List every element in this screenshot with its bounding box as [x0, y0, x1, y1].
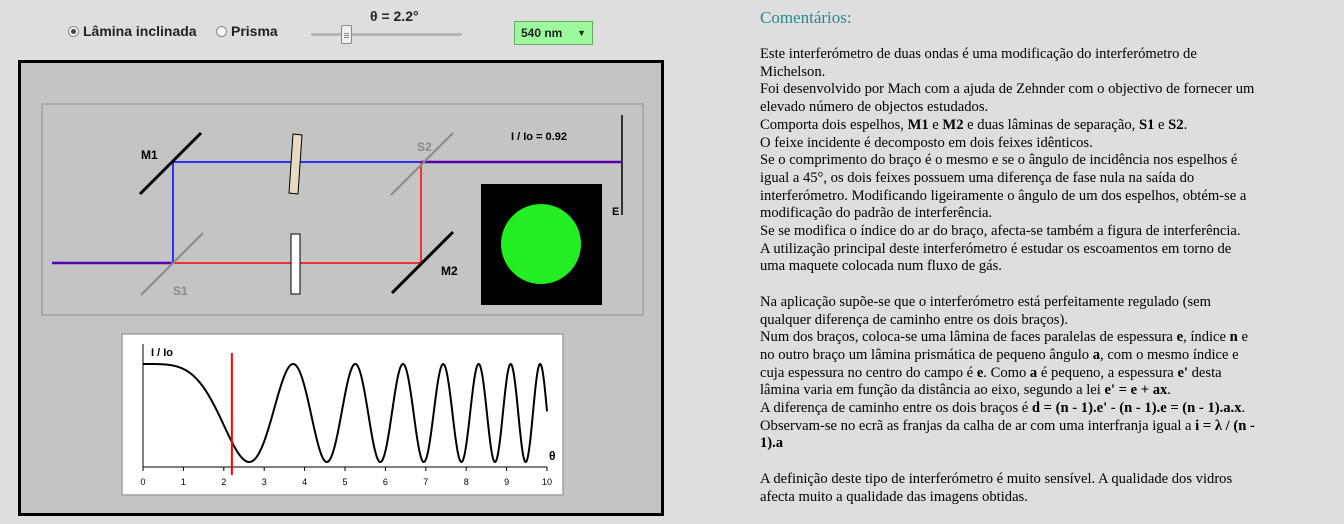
comments-paragraph-3	[760, 471, 1320, 506]
angle-slider-thumb[interactable]	[341, 25, 352, 44]
radio-prisma-option[interactable]	[216, 23, 278, 39]
label-m1: M1	[141, 148, 158, 162]
comment-line: Michelson.	[760, 63, 826, 80]
comment-line: A utilização principal deste interferómetro é estudar os escoamentos em torno de	[760, 240, 1232, 257]
x-tick-label: 6	[382, 477, 388, 487]
comment-line: lâmina varia em função da distância ao eixo, segundo a lei e' = e + ax.	[760, 382, 1171, 399]
angle-readout: θ = 2.2°	[370, 8, 419, 24]
comment-line: igual a 45°, os dois feixes possuem uma diferença de fase nula na saída do	[760, 169, 1195, 186]
graph-frame	[122, 334, 563, 495]
y-axis-label: I / Io	[151, 347, 173, 359]
x-tick-label: 2	[221, 477, 227, 487]
comments-title: Comentários:	[760, 8, 852, 27]
comments-paragraph-1	[760, 46, 1320, 276]
comment-line: Este interferómetro de duas ondas é uma modificação do interferómetro de	[760, 46, 1197, 62]
radio-prisma-label: Prisma	[231, 23, 278, 39]
radio-lamina-option[interactable]	[68, 23, 197, 39]
label-s2: S2	[417, 140, 432, 154]
intensity-graph	[21, 63, 661, 513]
comment-line: Se o comprimento do braço é o mesmo e se o ângulo de incidência nos espelhos é	[760, 152, 1238, 169]
comment-line: O feixe incidente é decomposto em dois feixes idênticos.	[760, 134, 1093, 151]
radio-lamina-label: Lâmina inclinada	[83, 23, 197, 39]
wavelength-value: 540 nm	[521, 26, 563, 40]
comment-line: Comporta dois espelhos, M1 e M2 e duas lâminas de separação, S1 e S2.	[760, 116, 1188, 133]
label-e: E	[612, 206, 620, 218]
comment-line: qualquer diferença de caminho entre os dois braços).	[760, 311, 1068, 328]
intensity-readout: I / Io = 0.92	[511, 131, 567, 143]
comment-line: Foi desenvolvido por Mach com a ajuda de Zehnder com o objectivo de fornecer um	[760, 81, 1255, 98]
x-tick-label: 8	[463, 477, 469, 487]
radio-prisma-button[interactable]	[216, 26, 227, 37]
comments-panel	[760, 8, 1320, 506]
comment-line: no outro braço um lâmina prismática de pequeno ângulo a, com o mesmo índice e	[760, 346, 1239, 363]
comment-line: A diferença de caminho entre os dois braços é d = (n - 1).e' - (n - 1).e = (n - 1).a.x.	[760, 400, 1246, 417]
x-axis-label: θ	[549, 449, 556, 463]
label-m2: M2	[441, 264, 458, 278]
comment-line: cuja espessura no centro do campo é e. Como a é pequeno, a espessura e' desta	[760, 364, 1222, 381]
chevron-down-icon: ▼	[577, 28, 586, 38]
comment-line: 1).a	[760, 435, 784, 452]
comment-line: A definição deste tipo de interferómetro é muito sensível. A qualidade dos vidros	[760, 470, 1233, 487]
comment-line: afecta muito a qualidade das imagens obtidas.	[760, 488, 1028, 505]
comment-line: Na aplicação supõe-se que o interferómetro está perfeitamente regulado (sem	[760, 293, 1211, 310]
x-tick-label: 1	[180, 477, 186, 487]
x-tick-label: 0	[140, 477, 146, 487]
comment-line: Num dos braços, coloca-se uma lâmina de faces paralelas de espessura e, índice n e	[760, 329, 1248, 346]
comment-line: Observam-se no ecrã as franjas da calha de ar com uma interfranja igual a i = λ / (n -	[760, 417, 1255, 434]
x-tick-label: 9	[504, 477, 510, 487]
x-tick-label: 4	[302, 477, 308, 487]
label-s1: S1	[173, 284, 188, 298]
comment-line: uma maquete colocada num fluxo de gás.	[760, 258, 1002, 275]
comment-line: Se se modifica o índice do ar do braço, afecta-se também a figura de interferência.	[760, 223, 1241, 240]
comment-line: elevado número de objectos estudados.	[760, 99, 989, 116]
comment-line: modificação do padrão de interferência.	[760, 205, 993, 222]
wavelength-select[interactable]	[514, 21, 593, 45]
comments-paragraph-2	[760, 294, 1320, 453]
comment-line: interferómetro. Modificando ligeiramente o ângulo de um dos espelhos, obtém-se a	[760, 187, 1247, 204]
x-tick-label: 3	[261, 477, 267, 487]
angle-slider-track[interactable]	[311, 33, 462, 36]
interferometer-panel	[18, 60, 664, 516]
radio-lamina-button[interactable]	[68, 26, 79, 37]
x-tick-label: 7	[423, 477, 429, 487]
x-tick-label: 10	[541, 477, 553, 487]
x-tick-label: 5	[342, 477, 348, 487]
